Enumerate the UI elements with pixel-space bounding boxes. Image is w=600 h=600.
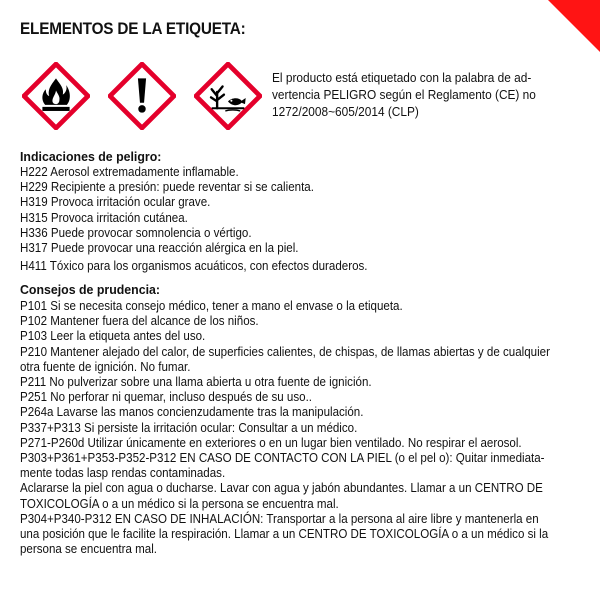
precaution-line: P271-P260d Utilizar únicamente en exteriores o en un lugar bien ventilado. No respirar el aerosol. (20, 434, 522, 450)
precaution-line: TOXICOLOGÍA o a un médico si la persona se encuentra mal. (20, 495, 339, 511)
corner-accent (548, 0, 600, 52)
precaution-line: Aclararse la piel con agua o ducharse. Lavar con agua y jabón abundantes. Llamar a un CENTRO DE (20, 480, 543, 496)
precaution-line: una posición que le facilite la respiración. Llamar a un CENTRO DE TOXICOLOGÍA o a un médico si la (20, 526, 549, 542)
hazard-heading: Indicaciones de peligro: (20, 149, 162, 164)
precaution-line: P337+P313 Si persiste la irritación ocular: Consultar a un médico. (20, 419, 358, 435)
intro-line: vertencia PELIGRO según el Reglamento (CE) no (272, 87, 536, 102)
precaution-line: P303+P361+P353-P352-P312 EN CASO DE CONTACTO CON LA PIEL (o el pel o): Quitar inmediata- (20, 450, 545, 466)
hazard-line: H315 Provoca irritación cutánea. (20, 209, 188, 225)
environment-icon (194, 62, 262, 130)
signal-word-statement (272, 69, 572, 120)
precaution-line: P211 No pulverizar sobre una llama abierta u otra fuente de ignición. (20, 374, 372, 390)
precaution-line: P103 Leer la etiqueta antes del uso. (20, 328, 206, 344)
hazard-line: H222 Aerosol extremadamente inflamable. (20, 164, 239, 179)
exclamation-icon (108, 62, 176, 130)
hazard-line: H336 Puede provocar somnolencia o vértigo. (20, 224, 252, 240)
page-title: ELEMENTOS DE LA ETIQUETA: (20, 19, 246, 38)
hazard-line: H319 Provoca irritación ocular grave. (20, 194, 211, 210)
intro-line: El producto está etiquetado con la palabra de ad- (272, 70, 532, 85)
flame-icon (22, 62, 90, 130)
precaution-line: mente todas lasp rendas contaminadas. (20, 465, 226, 481)
precaution-line: P210 Mantener alejado del calor, de superficies calientes, de chispas, de llamas abiertas y de cualquier (20, 343, 550, 359)
precaution-line: otra fuente de ignición. No fumar. (20, 358, 191, 374)
hazard-statements (20, 149, 410, 273)
precaution-line: P251 No perforar ni quemar, incluso después de su uso.. (20, 389, 313, 405)
precaution-heading: Consejos de prudencia: (20, 282, 161, 297)
precaution-line: P102 Mantener fuera del alcance de los niños. (20, 313, 259, 329)
precautionary-statements (20, 282, 600, 556)
hazard-line: H229 Recipiente a presión: puede reventar si se calienta. (20, 179, 314, 195)
hazard-line: H317 Puede provocar una reacción alérgica en la piel. (20, 240, 299, 256)
intro-line: 1272/2008~605/2014 (CLP) (272, 104, 419, 119)
precaution-line: persona se encuentra mal. (20, 541, 158, 557)
precaution-line: P304+P340-P312 EN CASO DE INHALACIÓN: Transportar a la persona al aire libre y mantenerla en (20, 510, 539, 526)
hazard-line: H411 Tóxico para los organismos acuáticos, con efectos duraderos. (20, 258, 368, 274)
precaution-line: P101 Si se necesita consejo médico, tener a mano el envase o la etiqueta. (20, 298, 403, 313)
precaution-line: P264a Lavarse las manos concienzudamente tras la manipulación. (20, 404, 364, 420)
